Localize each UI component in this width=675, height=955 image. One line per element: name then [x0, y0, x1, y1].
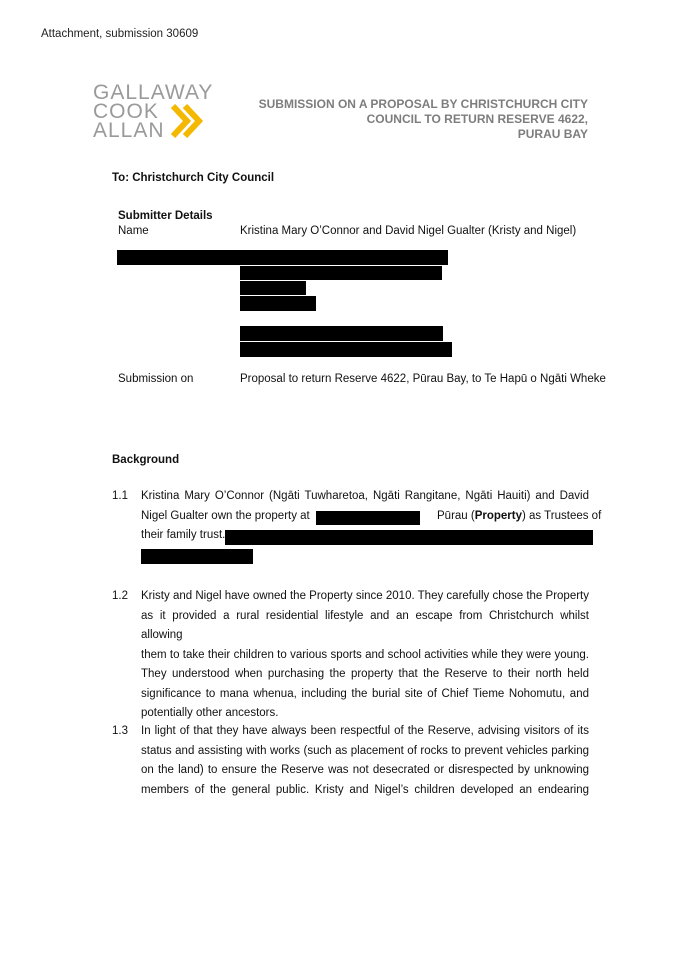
p2-line-4: They understood when purchasing the property that the Reserve to their north held	[141, 668, 589, 680]
p2-line-6: potentially other ancestors.	[141, 707, 279, 719]
paragraph-number-1-2: 1.2	[112, 590, 128, 602]
p1-line-3: their family trust.	[141, 529, 226, 541]
p1-line-1: Kristina Mary O’Connor (Ngāti Tuwharetoa, Ngāti Rangitane, Ngāti Hauiti) and David	[141, 490, 589, 502]
redaction-trust-details-1	[225, 530, 593, 545]
p1-line-2-start: Nigel Gualter own the property at	[141, 509, 310, 522]
p2-line-1: Kristy and Nigel have owned the Property since 2010. They carefully chose the Property	[141, 590, 589, 602]
redaction-address-3	[240, 281, 306, 295]
submission-on-value: Proposal to return Reserve 4622, Pūrau Bay, to Te Hapū o Ngāti Wheke	[240, 373, 606, 385]
document-heading	[208, 97, 588, 142]
paragraph-number-1-3: 1.3	[112, 725, 128, 737]
redaction-address-2	[240, 266, 442, 280]
p1-purau: Pūrau (	[437, 509, 475, 522]
p2-line-2: as it provided a rural residential lifestyle and an escape from Christchurch whilst allowing	[141, 609, 589, 641]
chevron-logo-icon	[169, 103, 205, 139]
submission-on-label: Submission on	[118, 373, 194, 385]
redaction-contact-1	[240, 326, 443, 341]
name-value: Kristina Mary O’Connor and David Nigel Gualter (Kristy and Nigel)	[240, 225, 577, 237]
submitter-details-title: Submitter Details	[118, 210, 213, 222]
p3-line-3: on the land) to ensure the Reserve was not desecrated or disrespected by unknowing	[141, 764, 589, 776]
p1-line-2-tail: ) as Trustees of	[522, 509, 602, 522]
heading-line-1: SUBMISSION ON A PROPOSAL BY CHRISTCHURCH CITY	[258, 97, 588, 111]
attachment-label: Attachment, submission 30609	[41, 28, 199, 40]
p2-line-5: significance to mana whenua, including the burial site of Chief Tieme Nohomutu, and	[141, 687, 589, 700]
redaction-address-4	[240, 296, 316, 311]
p3-line-4: members of the general public. Kristy and Nigel’s children developed an endearing	[141, 783, 589, 796]
redaction-address-1	[117, 250, 448, 265]
logo-line-1: GALLAWAY	[93, 81, 214, 104]
company-logo	[93, 83, 218, 143]
logo-line-2: COOK	[93, 100, 159, 123]
paragraph-1-2	[141, 587, 589, 724]
addressee: To: Christchurch City Council	[112, 172, 275, 184]
p2-line-3: them to take their children to various sports and school activities while they were young.	[141, 648, 589, 661]
redaction-property-address	[316, 511, 420, 525]
paragraph-number-1-1: 1.1	[112, 490, 128, 502]
logo-line-3: ALLAN	[93, 119, 165, 142]
heading-line-2: COUNCIL TO RETURN RESERVE 4622,	[366, 112, 588, 126]
heading-line-3: PURAU BAY	[517, 127, 588, 141]
p3-line-2: status and assisting with works (such as placement of rocks to prevent vehicles parking	[141, 744, 589, 757]
redaction-trust-details-2	[141, 549, 253, 564]
p1-property-term: Property	[474, 509, 523, 522]
p3-line-1: In light of that they have always been respectful of the Reserve, advising visitors of its	[141, 725, 589, 737]
paragraph-1-3	[141, 722, 589, 800]
name-label: Name	[118, 225, 149, 237]
p1-line-2-end	[437, 507, 601, 527]
background-heading: Background	[112, 454, 180, 466]
redaction-contact-2	[240, 342, 452, 357]
